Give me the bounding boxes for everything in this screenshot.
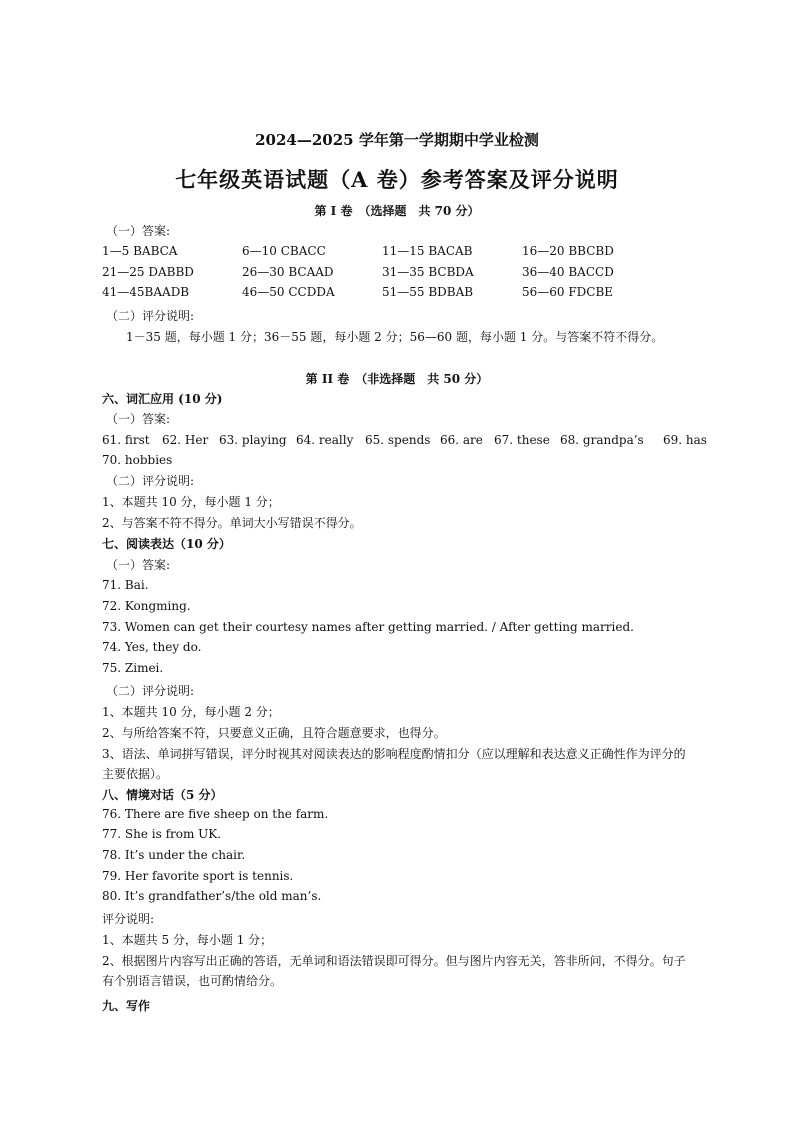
answer-item: 67. these	[494, 433, 550, 447]
answer-cell: 41—45BAADB	[102, 285, 190, 299]
section7-heading: 七、阅读表达（10 分）	[102, 537, 231, 551]
part1-scoring-label: （二）评分说明:	[106, 309, 195, 323]
answer-item: 68. grandpa’s	[560, 433, 644, 447]
scoring-item: 1、本题共 10 分，每小题 2 分；	[102, 705, 280, 719]
section6-scoring-label: （二）评分说明:	[106, 474, 195, 488]
part1-answers-label: （一）答案:	[106, 224, 171, 238]
answer-item: 75. Zimei.	[102, 661, 164, 675]
answer-cell: 21—25 DABBD	[102, 265, 194, 279]
section6-heading: 六、词汇应用 (10 分)	[102, 392, 223, 406]
section9-heading: 九、写作	[102, 999, 151, 1013]
section8-scoring-label: 评分说明:	[102, 912, 155, 926]
answer-cell: 51—55 BDBAB	[382, 285, 474, 299]
scoring-item: 2、与所给答案不符，只要意义正确，且符合题意要求，也得分。	[102, 726, 446, 740]
part1-heading: 第 I 卷 （选择题 共 70 分）	[314, 204, 480, 218]
answer-cell: 46—50 CCDDA	[242, 285, 335, 299]
answer-item: 65. spends	[365, 433, 431, 447]
answer-item: 74. Yes, they do.	[102, 640, 202, 654]
answer-cell: 56—60 FDCBE	[522, 285, 614, 299]
answer-cell: 26—30 BCAAD	[242, 265, 334, 279]
part2-heading: 第 II 卷 （非选择题 共 50 分）	[305, 372, 489, 386]
answer-cell: 31—35 BCBDA	[382, 265, 474, 279]
answer-item: 76. There are five sheep on the farm.	[102, 807, 329, 821]
scoring-item: 1、本题共 10 分，每小题 1 分；	[102, 495, 280, 509]
document-title: 七年级英语试题（A 卷）参考答案及评分说明	[175, 167, 619, 192]
answer-item: 64. really	[296, 433, 354, 447]
answer-item: 73. Women can get their courtesy names after getting married. / After getting married.	[102, 620, 634, 634]
answer-item: 66. are	[440, 433, 483, 447]
answer-item: 78. It’s under the chair.	[102, 848, 246, 862]
answer-item: 71. Bai.	[102, 578, 149, 592]
section8-heading: 八、情境对话（5 分）	[102, 788, 223, 802]
answer-item: 79. Her favorite sport is tennis.	[102, 869, 294, 883]
answer-item: 62. Her	[162, 433, 209, 447]
exam-title: 2024—2025 学年第一学期期中学业检测	[255, 131, 539, 149]
section7-answers-label: （一）答案:	[106, 558, 171, 572]
answer-item: 77. She is from UK.	[102, 827, 222, 841]
scoring-item: 1、本题共 5 分，每小题 1 分；	[102, 933, 273, 947]
answer-cell: 11—15 BACAB	[382, 244, 473, 258]
answer-cell: 6—10 CBACC	[242, 244, 326, 258]
part1-scoring-text: 1－35 题，每小题 1 分；36－55 题，每小题 2 分；56—60 题，每小题 1 分。与答案不符不得分。	[126, 330, 664, 344]
answer-item: 61. first	[102, 433, 150, 447]
answer-cell: 1—5 BABCA	[102, 244, 178, 258]
answer-item: 70. hobbies	[102, 453, 173, 467]
answer-item: 63. playing	[219, 433, 287, 447]
scoring-item: 2、与答案不符不得分。单词大小写错误不得分。	[102, 516, 362, 530]
section6-answers-label: （一）答案:	[106, 412, 171, 426]
answer-cell: 36—40 BACCD	[522, 265, 614, 279]
answer-cell: 16—20 BBCBD	[522, 244, 614, 258]
answer-item: 80. It’s grandfather’s/the old man’s.	[102, 889, 322, 903]
scoring-item: 3、语法、单词拼写错误，评分时视其对阅读表达的影响程度酌情扣分（应以理解和表达意义正确性作为评分的主要依据）。	[102, 747, 686, 781]
answer-item: 72. Kongming.	[102, 599, 191, 613]
scoring-item: 2、根据图片内容写出正确的答语，无单词和语法错误即可得分。但与图片内容无关，答非所问，不得分。句子有个别语言错误，也可酌情给分。	[102, 954, 686, 988]
answer-item: 69. has	[663, 433, 707, 447]
section7-scoring-label: （二）评分说明:	[106, 684, 195, 698]
